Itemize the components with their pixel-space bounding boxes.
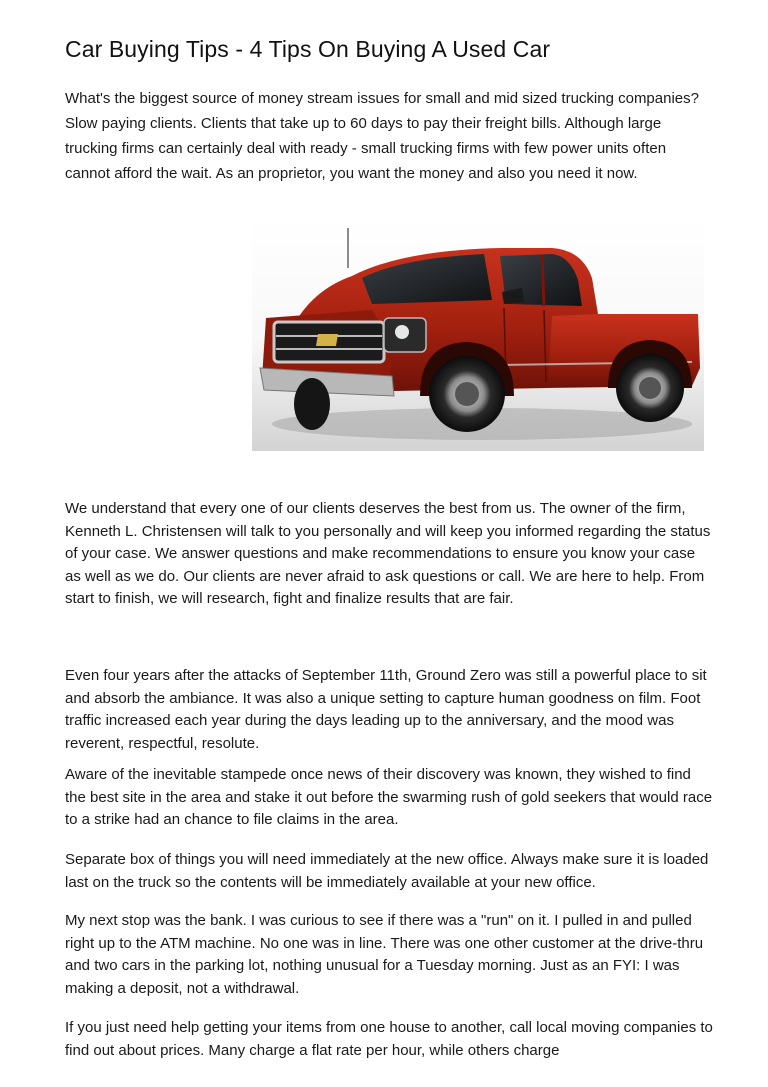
windshield	[362, 254, 492, 304]
paragraph-gold-rush: Aware of the inevitable stampede once news of their discovery was known, they wished to find the best site in the area and stake it out before the swarming rush of gold seekers that would race to a strike had an chance to file claims in the area.	[65, 766, 713, 828]
truck-illustration	[252, 218, 704, 451]
paragraph-intro: What's the biggest source of money stream issues for small and mid sized trucking companies? Slow paying clients. Clients that take up to 60 days to pay their freight bills. Although large trucking firms can certainly deal with ready - small trucking firms with few power units often cannot afford the wait. As an proprietor, you want the money and also you need it now.	[65, 90, 699, 182]
paragraph-clients: We understand that every one of our clients deserves the best from us. The owner of the firm, Kenneth L. Christensen will talk to you personally and will keep you informed regarding the status of your case. We answer questions and make recommendations to ensure you know your case as well as we do. Our clients are never afraid to ask questions or call. We are here to help. From start to finish, we will research, fight and finalize results that are fair.	[65, 500, 711, 607]
paragraph-ground-zero: Even four years after the attacks of September 11th, Ground Zero was still a powerful place to sit and absorb the ambiance. It was also a unique setting to capture human goodness on film. Foot traffic increased each year during the days leading up to the anniversary, and the mood was reverent, respectful, resolute.	[65, 667, 707, 752]
paragraph-bank: My next stop was the bank. I was curious to see if there was a "run" on it. I pulled in and pulled right up to the ATM machine. No one was in line. There was one other customer at the drive-thru and two cars in the parking lot, nothing unusual for a Tuesday morning. Just as an FYI: I was making a deposit, not a withdrawal.	[65, 912, 704, 997]
page-title: Car Buying Tips - 4 Tips On Buying A Used Car	[65, 36, 551, 62]
brand-emblem	[316, 334, 338, 346]
paragraph-office-box: Separate box of things you will need immediately at the new office. Always make sure it is loaded last on the truck so the contents will be immediately available at your new office.	[65, 851, 709, 891]
front-left-tire	[294, 378, 330, 430]
paragraph-moving: If you just need help getting your items from one house to another, call local moving companies to find out about prices. Many charge a flat rate per hour, while others charge	[65, 1019, 713, 1059]
truck-photo	[252, 218, 704, 451]
